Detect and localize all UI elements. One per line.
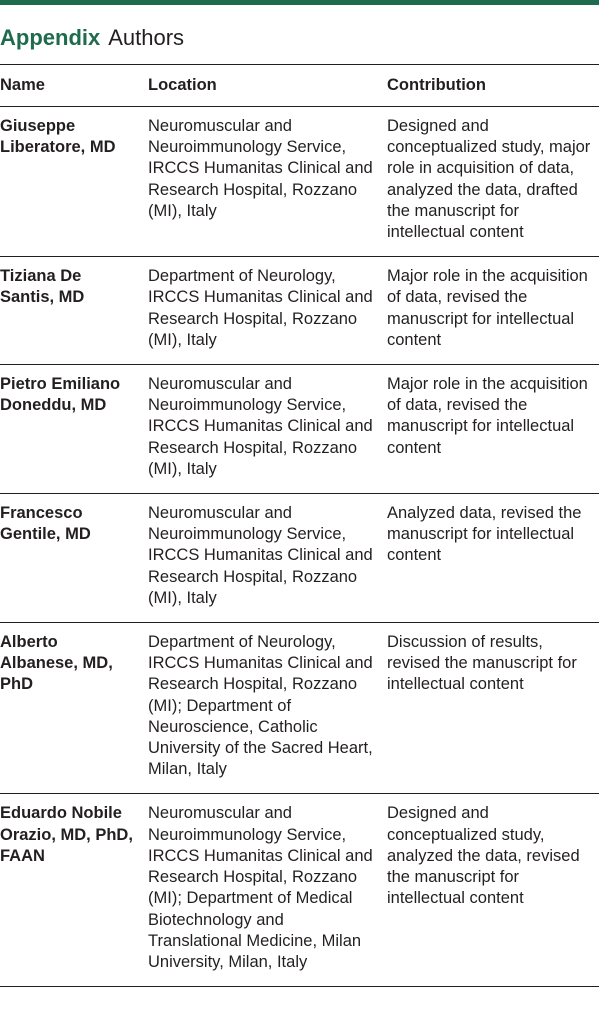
table-row bbox=[0, 257, 599, 365]
column-header-contribution: Contribution bbox=[387, 75, 486, 94]
author-location: Neuromuscular and Neuroimmunology Service, IRCCS Humanitas Clinical and Research Hospital, Rozzano (MI), Italy bbox=[148, 375, 373, 478]
author-location: Neuromuscular and Neuroimmunology Service, IRCCS Humanitas Clinical and Research Hospital, Rozzano (MI), Italy bbox=[148, 504, 373, 607]
table-header-row bbox=[0, 65, 599, 107]
column-header-name: Name bbox=[0, 75, 45, 94]
table-row bbox=[0, 494, 599, 623]
appendix-label: Appendix bbox=[0, 25, 101, 50]
author-name: Alberto Albanese, MD, PhD bbox=[0, 633, 113, 694]
table-row bbox=[0, 623, 599, 794]
top-accent-rule bbox=[0, 0, 599, 5]
table-row bbox=[0, 107, 599, 257]
author-location: Department of Neurology, IRCCS Humanitas Clinical and Research Hospital, Rozzano (MI), Italy bbox=[148, 267, 373, 349]
author-contribution: Designed and conceptualized study, major role in acquisition of data, analyzed the data, drafted the manuscript for intellectual content bbox=[387, 117, 591, 242]
author-name: Giuseppe Liberatore, MD bbox=[0, 117, 116, 157]
appendix-title bbox=[0, 24, 184, 52]
table-row bbox=[0, 365, 599, 494]
appendix-heading: Authors bbox=[108, 25, 185, 50]
author-name: Pietro Emiliano Doneddu, MD bbox=[0, 375, 121, 415]
author-contribution: Major role in the acquisition of data, revised the manuscript for intellectual content bbox=[387, 267, 588, 349]
author-name: Eduardo Nobile Orazio, MD, PhD, FAAN bbox=[0, 804, 133, 865]
author-location: Department of Neurology, IRCCS Humanitas Clinical and Research Hospital, Rozzano (MI); Department of Neuroscience, Catholic University of the Sacred Heart, Milan, Italy bbox=[148, 633, 373, 779]
column-header-location: Location bbox=[148, 75, 217, 94]
author-location: Neuromuscular and Neuroimmunology Service, IRCCS Humanitas Clinical and Research Hospital, Rozzano (MI); Department of Medical Biotechnology and Translational Medicine, Milan University, Milan, Italy bbox=[148, 804, 373, 971]
author-contribution: Discussion of results, revised the manuscript for intellectual content bbox=[387, 633, 577, 694]
author-location: Neuromuscular and Neuroimmunology Service, IRCCS Humanitas Clinical and Research Hospital, Rozzano (MI), Italy bbox=[148, 117, 373, 220]
author-contribution: Designed and conceptualized study, analyzed the data, revised the manuscript for intellectual content bbox=[387, 804, 580, 908]
author-name: Francesco Gentile, MD bbox=[0, 504, 91, 544]
author-contribution: Major role in the acquisition of data, revised the manuscript for intellectual content bbox=[387, 375, 588, 457]
author-contribution: Analyzed data, revised the manuscript for intellectual content bbox=[387, 504, 582, 565]
authors-table bbox=[0, 64, 599, 987]
author-name: Tiziana De Santis, MD bbox=[0, 267, 85, 307]
table-row bbox=[0, 794, 599, 987]
